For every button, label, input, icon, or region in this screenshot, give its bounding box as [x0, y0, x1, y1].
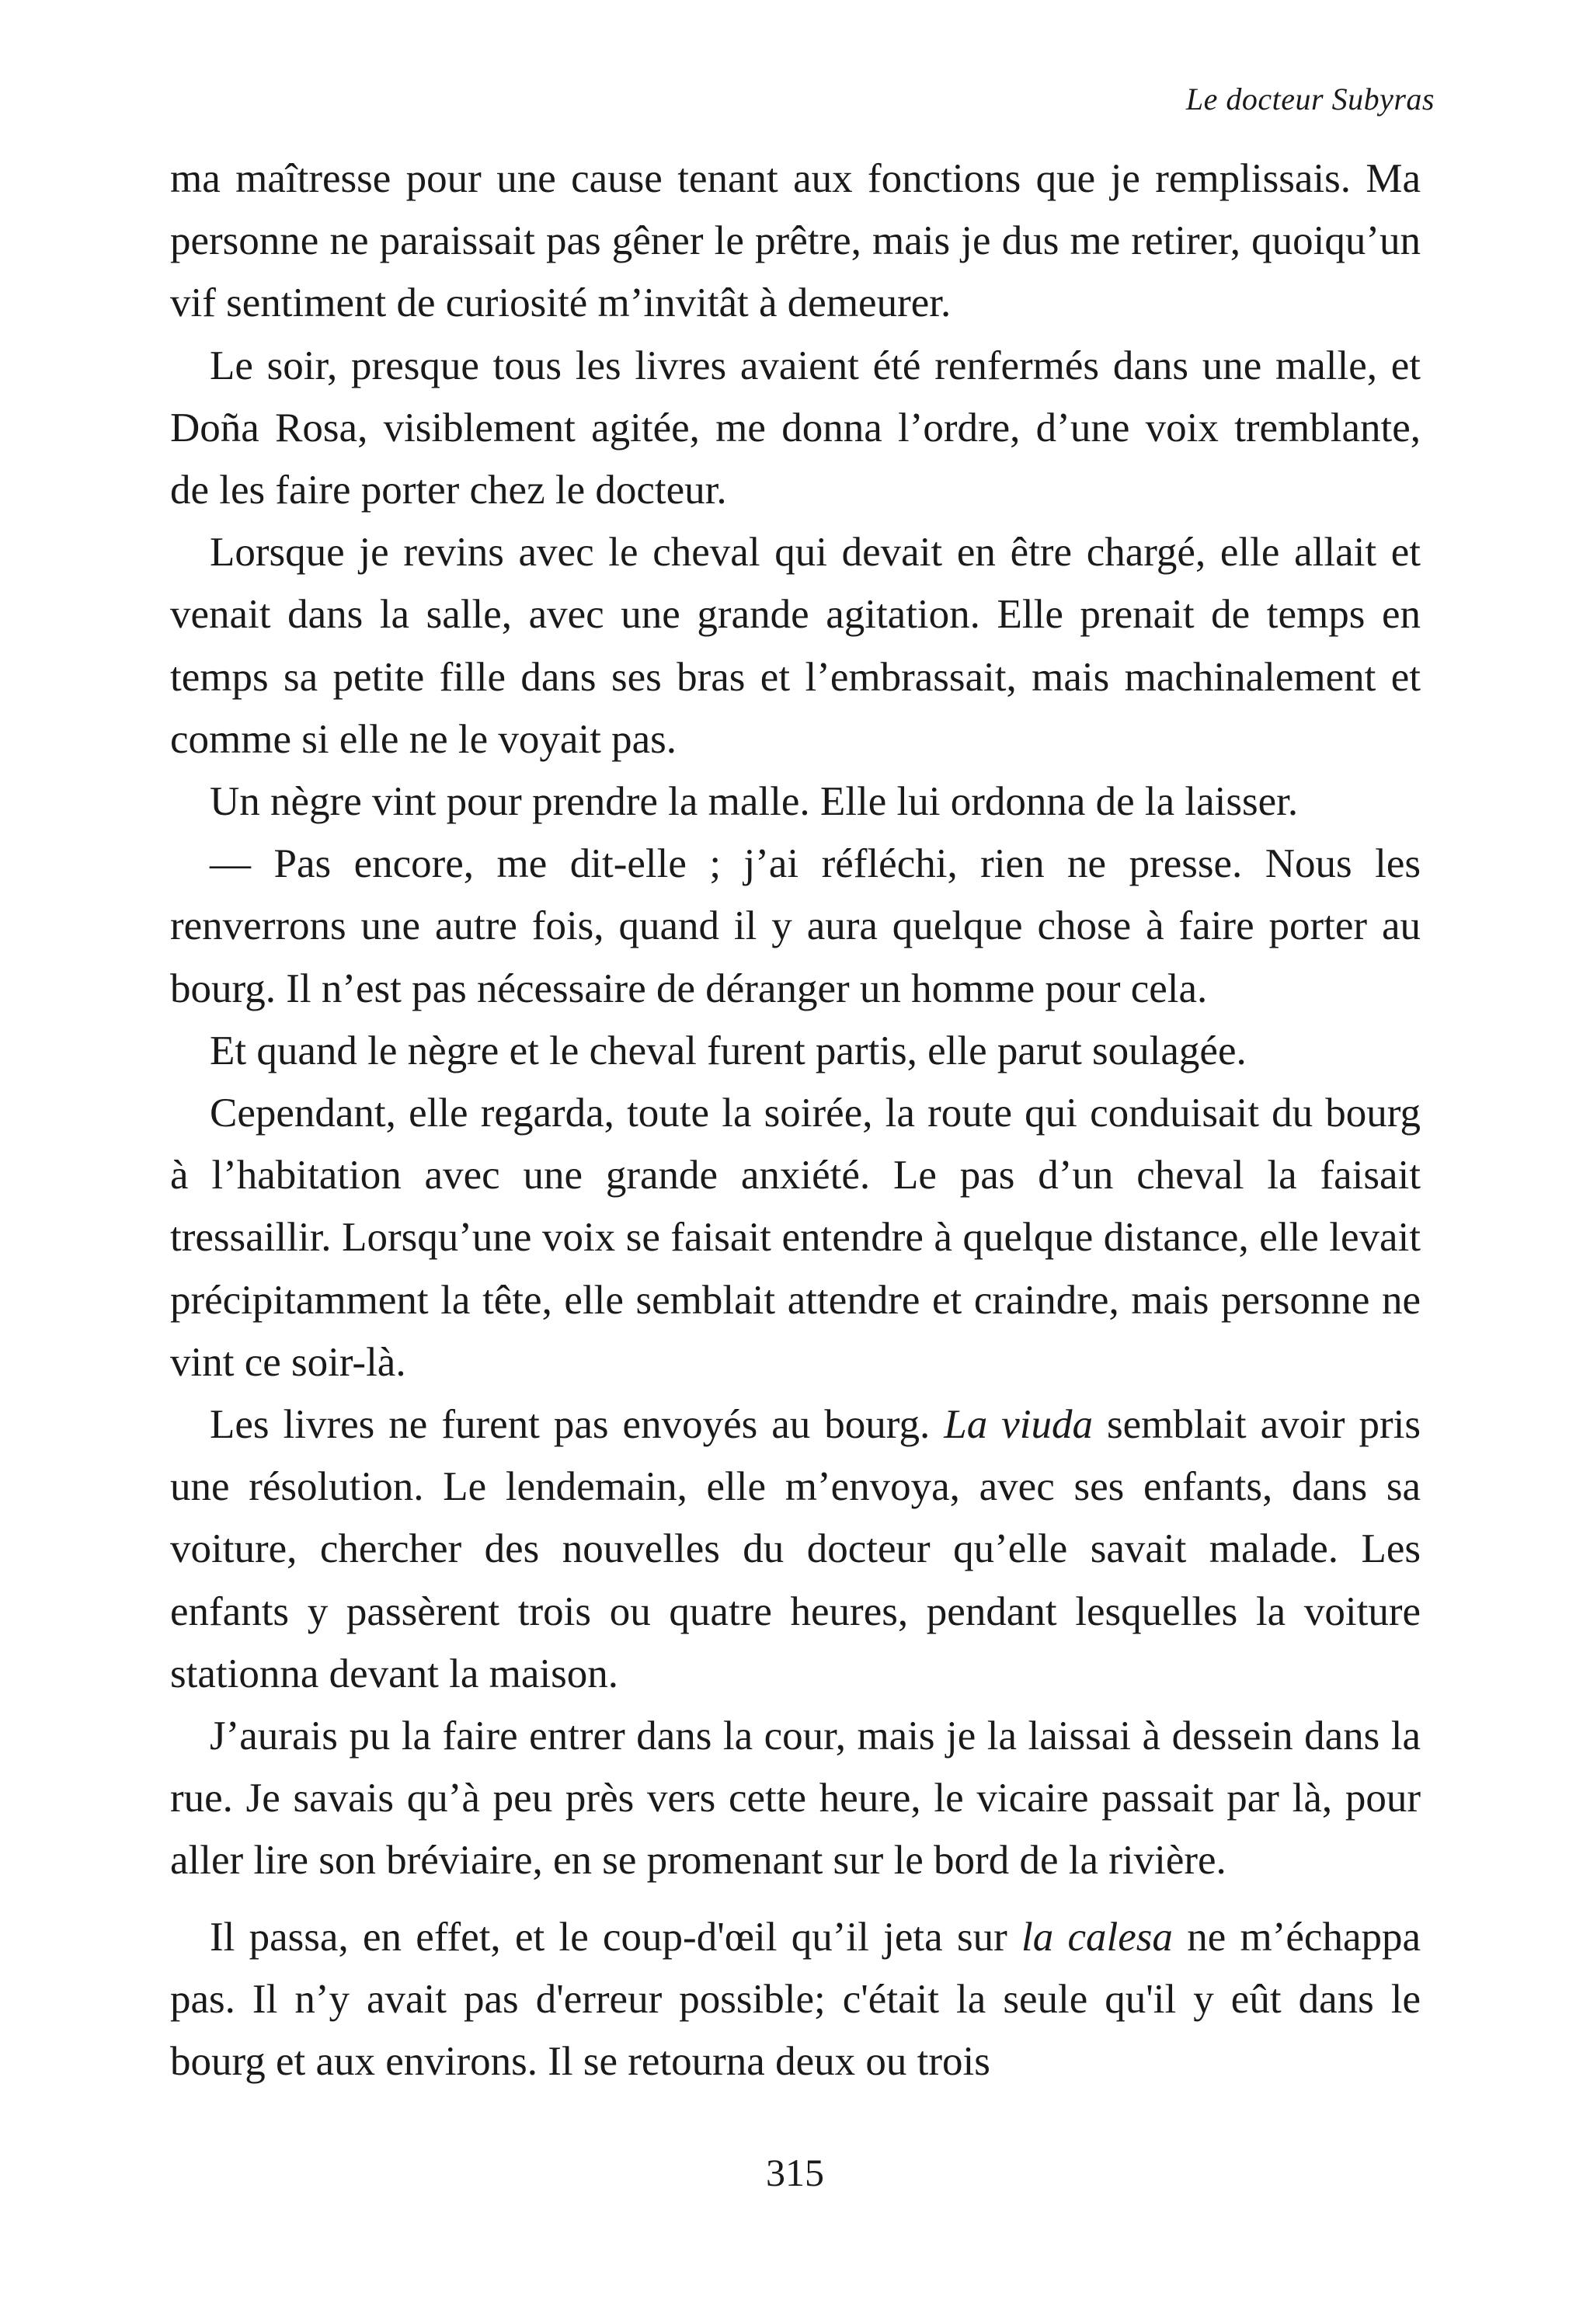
paragraph [170, 1705, 1421, 1892]
page-number: 315 [766, 2151, 824, 2194]
paragraph [170, 1906, 1421, 2093]
text-run: ne m’échappa pas. Il n’y avait pas d'erreur possible; c'était la seule qu'il y eût dans le bourg et aux environs. Il se retourna deux ou trois [170, 1914, 1421, 2085]
paragraph [170, 1082, 1421, 1393]
text-run: Lorsque je revins avec le cheval qui devait en être chargé, elle allait et venait dans la salle, avec une grande agitation. Elle prenait de temps en temps sa petite fille dans ses bras et l’embrassait, mais machinalement et comme si elle ne le voyait pas. [170, 530, 1421, 762]
text-run: Il passa, en effet, et le coup-d'œil qu’il jeta sur [210, 1914, 1022, 1960]
text-run: Un nègre vint pour prendre la malle. Elle lui ordonna de la laisser. [210, 779, 1299, 825]
body-text [170, 148, 1421, 2093]
paragraph [170, 833, 1421, 1020]
text-run: Le soir, presque tous les livres avaient été renfermés dans une malle, et Doña Rosa, visiblement agitée, me donna l’ordre, d’une voix tremblante, de les faire porter chez le docteur. [170, 343, 1421, 513]
text-run: — Pas encore, me dit-elle ; j’ai réfléchi, rien ne presse. Nous les renverrons une autre fois, quand il y aura quelque chose à faire porter au bourg. Il n’est pas nécessaire de déranger un homme pour cela. [170, 841, 1421, 1011]
text-run: Et quand le nègre et le cheval furent partis, elle parut soulagée. [210, 1028, 1247, 1073]
text-run: semblait avoir pris une résolution. Le lendemain, elle m’envoya, avec ses enfants, dans sa voiture, chercher des nouvelles du docteur qu’elle savait malade. Les enfants y passèrent trois ou quatre heures, pendant lesquelles la voiture stationna devant la maison. [170, 1402, 1421, 1696]
text-run: Les livres ne furent pas envoyés au bourg. [210, 1402, 945, 1448]
paragraph [170, 771, 1421, 833]
running-head: Le docteur Subyras [1185, 82, 1435, 117]
paragraph [170, 335, 1421, 522]
paragraph [170, 148, 1421, 335]
italic-phrase: La viuda [944, 1402, 1093, 1448]
text-run: ma maîtresse pour une cause tenant aux fonctions que je remplissais. Ma personne ne paraissait pas gêner le prêtre, mais je dus me retirer, quoiqu’un vif sentiment de curiosité m’invitât à demeurer. [170, 156, 1421, 326]
paragraph [170, 1393, 1421, 1705]
italic-phrase: la calesa [1021, 1914, 1173, 1960]
text-run: J’aurais pu la faire entrer dans la cour, mais je la laissai à dessein dans la rue. Je savais qu’à peu près vers cette heure, le vicaire passait par là, pour aller lire son bréviaire, en se promenant sur le bord de la rivière. [170, 1713, 1421, 1884]
paragraph [170, 521, 1421, 771]
text-run: Cependant, elle regarda, toute la soirée, la route qui conduisait du bourg à l’habitation avec une grande anxiété. Le pas d’un cheval la faisait tressaillir. Lorsqu’une voix se faisait entendre à quelque distance, elle levait précipitamment la tête, elle semblait attendre et craindre, mais personne ne vint ce soir-là. [170, 1091, 1421, 1385]
paragraph [170, 1020, 1421, 1082]
